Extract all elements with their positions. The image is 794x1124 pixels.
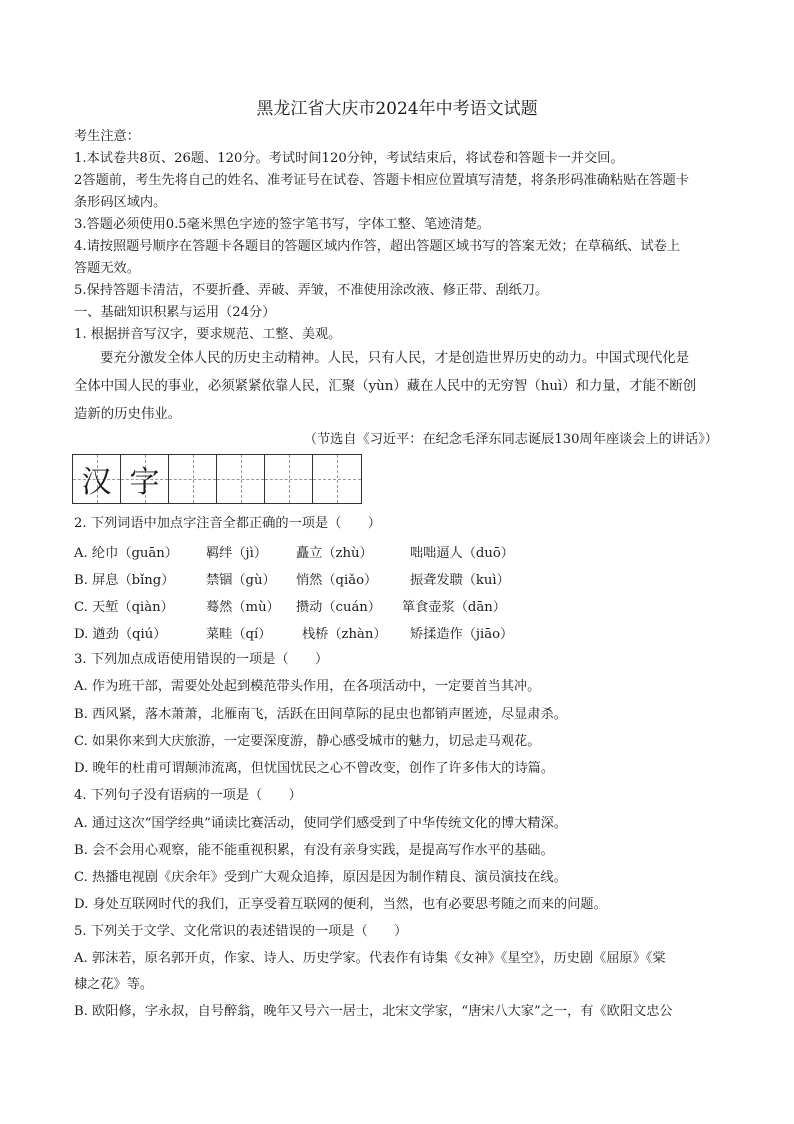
q1-stem: 1. 根据拼音写汉字，要求规范、工整、美观。 [74,327,342,342]
q3-option-d: D. 晚年的杜甫可谓颠沛流离，但忧国忧民之心不曾改变，创作了许多伟大的诗篇。 [74,761,555,776]
answer-cell[interactable] [265,455,313,503]
answer-cell[interactable] [217,455,265,503]
q5-stem: 5. 下列关于文学、文化常识的表述错误的一项是（ ） [74,924,408,939]
q4-option-c: C. 热播电视剧《庆余年》受到广大观众追捧，原因是因为制作精良、演员演技在线。 [74,870,567,885]
q3-option-b: B. 西风紧，落木萧萧，北雁南飞，活跃在田间草际的昆虫也都销声匿迹，尽显肃杀。 [74,707,567,722]
q5-option-a-cont: 棣之花》等。 [74,977,154,992]
notice-heading: 考生注意： [74,129,140,144]
q4-option-a: A. 通过这次“国学经典”诵读比赛活动，使同学们感受到了中华传统文化的博大精深。 [74,816,567,831]
q1-passage-line: 全体中国人民的事业，必须紧紧依靠人民，汇聚（yùn）藏在人民中的无穷智（huì）和力量，才能不断创 [74,379,697,394]
q3-stem: 3. 下列加点成语使用错误的一项是（ ） [74,652,329,667]
notice-item-2: 2答题前，考生先将自己的姓名、准考证号在试卷、答题卡相应位置填写清楚，将条形码准确粘贴在答题卡 [74,173,690,188]
q5-option-a: A. 郭沫若，原名郭开贞，作家、诗人、历史学家。代表作有诗集《女神》《星空》，历史剧《屈原》《棠 [74,951,666,966]
section-heading: 一、基础知识积累与运用（24分） [74,305,276,320]
q4-option-b: B. 会不会用心观察，能不能重视积累，有没有亲身实践，是提高写作水平的基础。 [74,843,554,858]
answer-grid [72,454,362,504]
q1-passage-line: 造新的历史伟业。 [74,407,182,422]
q1-source: （节选自《习近平：在纪念毛泽东同志诞辰130周年座谈会上的讲话》） [303,432,718,447]
notice-item-4-cont: 答题无效。 [74,261,140,276]
q1-passage-line: 要充分激发全体人民的历史主动精神。人民，只有人民，才是创造世界历史的动力。中国式现代化是 [100,351,690,366]
notice-item-5: 5.保持答题卡清洁，不要折叠、弄破、弄皱，不准使用涂改液、修正带、刮纸刀。 [74,283,549,298]
notice-item-2-cont: 条形码区域内。 [74,195,167,210]
answer-cell[interactable]: 字 [121,455,169,503]
page-title: 黑龙江省大庆市2024年中考语文试题 [256,99,538,119]
answer-cell[interactable]: 汉 [73,455,121,503]
answer-cell[interactable] [313,455,361,503]
notice-item-3: 3.答题必须使用0.5毫米黑色字迹的签字笔书写，字体工整、笔迹清楚。 [74,217,490,232]
q3-option-c: C. 如果你来到大庆旅游，一定要深度游，静心感受城市的魅力，切忌走马观花。 [74,734,541,749]
q4-stem: 4. 下列句子没有语病的一项是（ ） [74,788,302,803]
q5-option-b: B. 欧阳修，字永叔，自号醉翁，晚年又号六一居士，北宋文学家，“唐宋八大家”之一，有《欧阳文忠公 [74,1004,673,1019]
notice-item-1: 1.本试卷共8页、26题、120分。考试时间120分钟，考试结束后，将试卷和答题卡一并交回。 [74,151,624,166]
q4-option-d: D. 身处互联网时代的我们，正享受着互联网的便利，当然，也有必要思考随之而来的问题。 [74,897,607,912]
q2-stem: 2. 下列词语中加点字注音全都正确的一项是（ ） [74,516,381,531]
q3-option-a: A. 作为班干部，需要处处起到模范带头作用，在各项活动中，一定要首当其冲。 [74,679,541,694]
notice-item-4: 4.请按照题号顺序在答题卡各题目的答题区域内作答，超出答题区域书写的答案无效；在草稿纸、试卷上 [74,239,681,254]
answer-cell[interactable] [169,455,217,503]
